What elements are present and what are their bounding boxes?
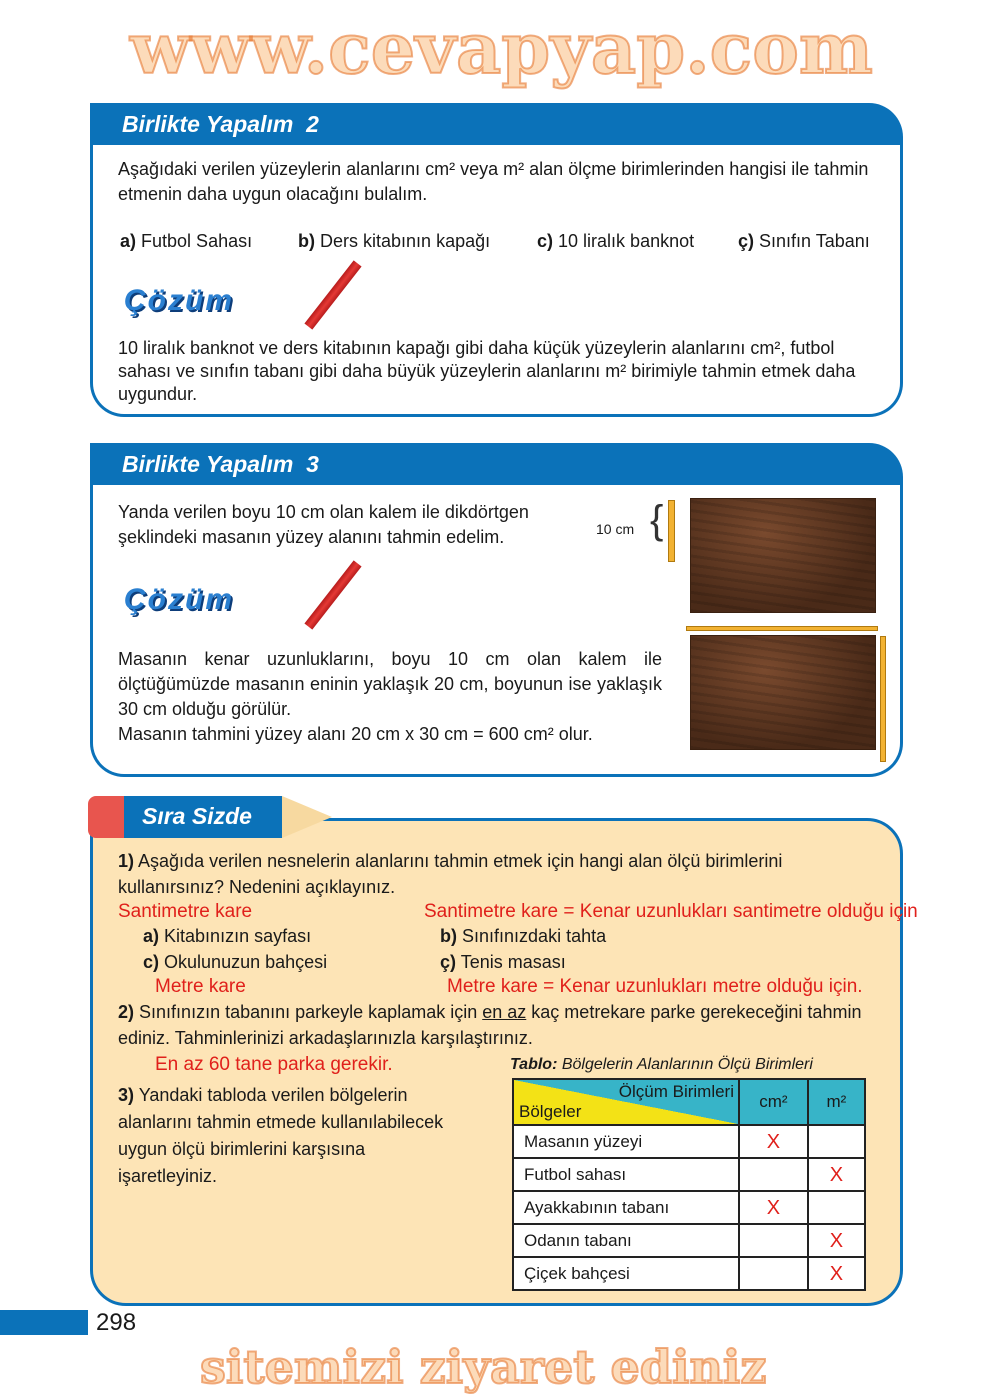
header-diagonal-cell bbox=[513, 1079, 739, 1125]
page-number-bar bbox=[0, 1310, 88, 1335]
intro-text: Aşağıdaki verilen yüzeylerin alanlarını cm² veya m² alan ölçme birimlerinden hangisi ile tahmin etmenin daha uygun olacağını bulalım. bbox=[118, 159, 869, 204]
section-number: 2 bbox=[306, 111, 319, 137]
question-number: 2) bbox=[118, 1002, 135, 1022]
m2-mark bbox=[808, 1191, 865, 1224]
item-key: b) bbox=[440, 926, 457, 946]
cm2-mark: X bbox=[739, 1191, 808, 1224]
pencil-tip bbox=[282, 796, 332, 838]
row-name: Odanın tabanı bbox=[513, 1224, 739, 1257]
watermark: www.cevapyap.com bbox=[130, 7, 873, 90]
question-1: Aşağıda verilen nesnelerin alanlarını tahmin etmek için hangi alan ölçü birimlerini kullanırsınız? Nedenini açıklayınız. bbox=[118, 851, 783, 897]
units-table bbox=[512, 1078, 866, 1291]
row-name: Ayakkabının tabanı bbox=[513, 1191, 739, 1224]
question-3: Yandaki tabloda verilen bölgelerin alanlarını tahmin etmede kullanılabilecek uygun ölçü birimlerini karşısına işaretleyiniz. bbox=[118, 1085, 444, 1186]
item-b: Sınıfınızdaki tahta bbox=[462, 926, 607, 946]
section-header-birlikte-yapalim-2 bbox=[90, 103, 903, 145]
table-caption: Bölgelerin Alanlarının Ölçü Birimleri bbox=[561, 1056, 813, 1073]
pencil-eraser bbox=[88, 796, 124, 838]
item-key: c) bbox=[143, 952, 160, 972]
question-number: 1) bbox=[118, 851, 135, 871]
question-2-part: Sınıfınızın tabanını parkeyle kaplamak için bbox=[139, 1002, 478, 1022]
header-cols-label: Ölçüm Birimleri bbox=[618, 1082, 734, 1101]
cm2-mark bbox=[739, 1158, 808, 1191]
option-key: a) bbox=[120, 231, 137, 251]
cozum-logo: Çözüm bbox=[124, 583, 234, 616]
solution-text: 10 liralık banknot ve ders kitabının kapağı gibi daha küçük yüzeylerin alanlarını cm², futbol sahası ve sınıfın tabanı gibi daha büyük yüzeylerin alanlarını m² birimiyle tahmin etmek daha uygundur. bbox=[118, 338, 856, 404]
sira-sizde-title: Sıra Sizde bbox=[124, 796, 282, 838]
option-d: Sınıfın Tabanı bbox=[759, 231, 870, 251]
pens-vertical-image bbox=[880, 636, 886, 762]
item-key: ç) bbox=[440, 952, 457, 972]
answer-c: Metre kare bbox=[155, 976, 246, 997]
section-title: Birlikte Yapalım bbox=[122, 111, 294, 137]
solution-result: Masanın tahmini yüzey alanı 20 cm x 30 cm = 600 cm² olur. bbox=[118, 724, 593, 744]
header-m2: m² bbox=[808, 1079, 865, 1125]
cm2-mark: X bbox=[739, 1125, 808, 1158]
section-title: Birlikte Yapalım bbox=[122, 451, 294, 477]
answer-d: Metre kare = Kenar uzunlukları metre olduğu için. bbox=[447, 976, 863, 997]
row-name: Futbol sahası bbox=[513, 1158, 739, 1191]
answer-b: Santimetre kare = Kenar uzunlukları santimetre olduğu için bbox=[424, 901, 918, 922]
header-rows-label: Bölgeler bbox=[519, 1102, 582, 1121]
table-row bbox=[513, 1257, 865, 1290]
m2-mark: X bbox=[808, 1257, 865, 1290]
caption-label: Tablo: bbox=[510, 1056, 558, 1073]
table-surface-image bbox=[690, 498, 876, 613]
table-row bbox=[513, 1191, 865, 1224]
question-2-part: kaç metrekare parke gerekeceğini tahmin ediniz. Tahminlerinizi arkadaşlarınızla karşılaştırınız. bbox=[118, 1002, 862, 1048]
solution-text: Masanın kenar uzunluklarını, boyu 10 cm olan kalem ile ölçtüğümüzde masanın eninin yaklaşık 20 cm, boyunun ise yaklaşık 30 cm olduğu görülür. bbox=[118, 649, 662, 719]
pens-horizontal-image bbox=[686, 626, 878, 631]
answer-a: Santimetre kare bbox=[118, 901, 253, 922]
cm2-mark bbox=[739, 1257, 808, 1290]
solution-block bbox=[118, 647, 662, 747]
pen-length-label: 10 cm bbox=[596, 521, 635, 537]
m2-mark bbox=[808, 1125, 865, 1158]
intro-text: Yanda verilen boyu 10 cm olan kalem ile dikdörtgen şeklindeki masanın yüzey alanını tahmin edelim. bbox=[118, 502, 529, 547]
table-row bbox=[513, 1158, 865, 1191]
table-row bbox=[513, 1125, 865, 1158]
cm2-mark bbox=[739, 1224, 808, 1257]
question-number: 3) bbox=[118, 1085, 135, 1105]
item-a: Kitabınızın sayfası bbox=[164, 926, 312, 946]
table-row bbox=[513, 1224, 865, 1257]
section-header-birlikte-yapalim-3 bbox=[90, 443, 903, 485]
pen-image bbox=[668, 500, 675, 562]
section-number: 3 bbox=[306, 451, 319, 477]
option-key: b) bbox=[298, 231, 315, 251]
m2-mark: X bbox=[808, 1224, 865, 1257]
row-name: Masanın yüzeyi bbox=[513, 1125, 739, 1158]
option-c: 10 liralık banknot bbox=[558, 231, 695, 251]
item-key: a) bbox=[143, 926, 160, 946]
cozum-logo: Çözüm bbox=[124, 284, 234, 317]
option-b: Ders kitabının kapağı bbox=[320, 231, 491, 251]
answer-q2: En az 60 tane parka gerekir. bbox=[155, 1054, 393, 1075]
row-name: Çiçek bahçesi bbox=[513, 1257, 739, 1290]
option-key: c) bbox=[537, 231, 554, 251]
brace-icon: { bbox=[650, 498, 664, 542]
item-c: Okulunuzun bahçesi bbox=[164, 952, 328, 972]
header-cm2: cm² bbox=[739, 1079, 808, 1125]
measured-table-image bbox=[690, 635, 876, 750]
option-a: Futbol Sahası bbox=[141, 231, 253, 251]
option-key: ç) bbox=[738, 231, 755, 251]
watermark: sitemizi ziyaret ediniz bbox=[200, 1340, 767, 1394]
item-d: Tenis masası bbox=[460, 952, 566, 972]
m2-mark: X bbox=[808, 1158, 865, 1191]
question-2-underline: en az bbox=[482, 1002, 527, 1022]
page-number: 298 bbox=[96, 1309, 137, 1336]
